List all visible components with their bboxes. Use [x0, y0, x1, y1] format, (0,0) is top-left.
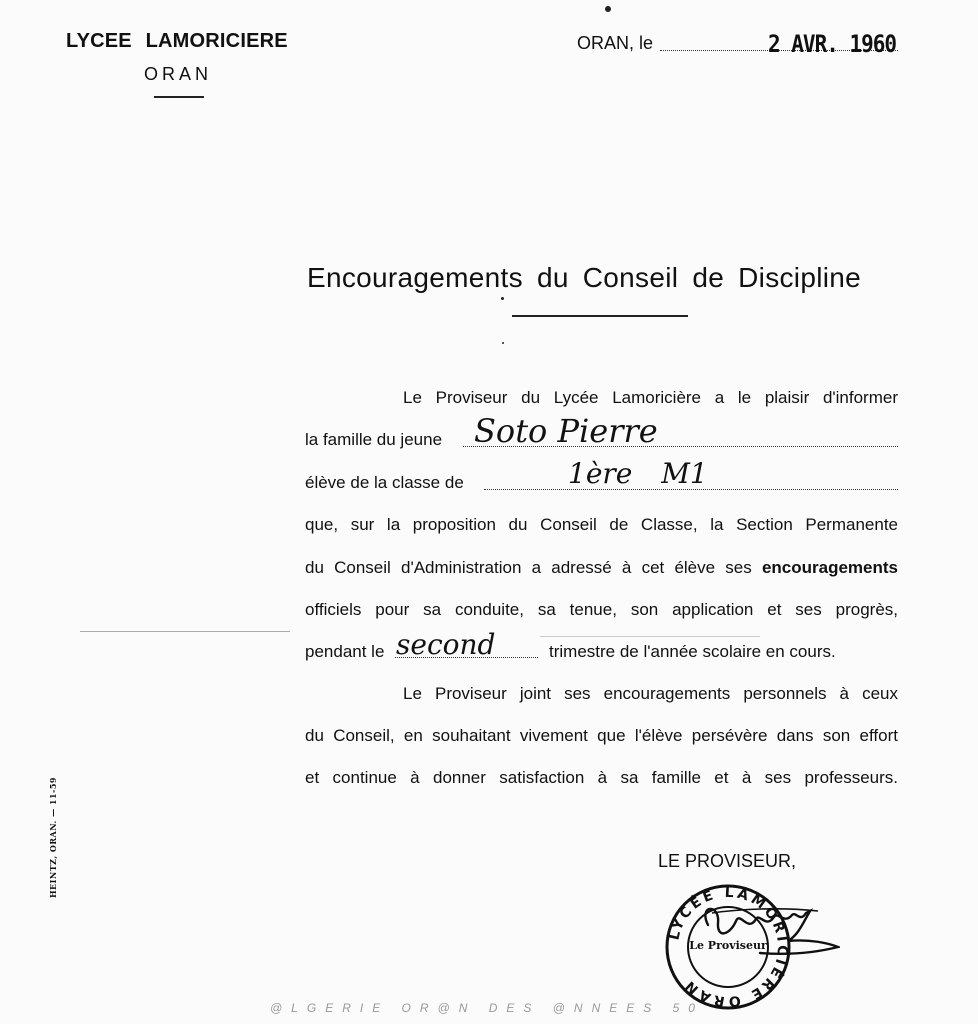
printer-mark: HEINTZ, ORAN. — 11-59	[48, 777, 58, 898]
document-title: Encouragements du Conseil de Discipline	[307, 262, 861, 293]
student-name-handwritten: Soto Pierre	[474, 412, 658, 450]
school-city: ORAN	[144, 64, 213, 84]
title-underline	[512, 315, 688, 317]
body-line-3-prefix: élève de la classe de	[305, 473, 464, 492]
scan-speck	[502, 342, 504, 344]
scan-speck	[501, 297, 504, 300]
seal-center-text: Le Proviseur	[689, 939, 767, 952]
body-line-7-suffix: trimestre de l'année scolaire en cours.	[549, 642, 836, 661]
trimester-handwritten: second	[396, 628, 496, 661]
body-line-1: Le Proviseur du Lycée Lamoricière a le plaisir d'informer	[403, 388, 898, 407]
encouragements-bold: encouragements	[761, 558, 898, 577]
scan-scratch	[80, 631, 290, 632]
body-line-10: et continue à donner satisfaction à sa famille et à ses professeurs.	[305, 768, 898, 787]
body-line-9: du Conseil, en souhaitant vivement que l'élève persévère dans son effort	[305, 726, 898, 745]
student-class-handwritten: 1ère M1	[568, 457, 708, 490]
watermark: @LGERIE OR@N DES @NNEES 50	[270, 1001, 704, 1015]
proviseur-label: LE PROVISEUR,	[658, 851, 797, 871]
body-line-4: que, sur la proposition du Conseil de Classe, la Section Permanente	[305, 515, 898, 534]
body-line-2-prefix: la famille du jeune	[305, 430, 443, 449]
body-line-8: Le Proviseur joint ses encouragements personnels à ceux	[403, 684, 898, 703]
body-line-7-prefix: pendant le	[305, 642, 385, 661]
handwritten-signature	[690, 895, 840, 965]
date-prefix: ORAN, le	[577, 33, 654, 53]
date-stamp: 2 AVR. 1960	[768, 30, 897, 58]
scan-scratch	[540, 636, 760, 637]
seal-ring-text: LYCÉE LAMORICIÈRE ORAN	[666, 884, 791, 1010]
scan-speck	[605, 6, 611, 12]
school-name: LYCEE LAMORICIERE	[66, 30, 288, 52]
header-divider	[154, 96, 204, 98]
body-line-6: officiels pour sa conduite, sa tenue, son application et ses progrès,	[305, 600, 898, 619]
body-line-5	[305, 558, 898, 578]
body-line-5-text: du Conseil d'Administration a adressé à cet élève ses	[305, 558, 752, 577]
